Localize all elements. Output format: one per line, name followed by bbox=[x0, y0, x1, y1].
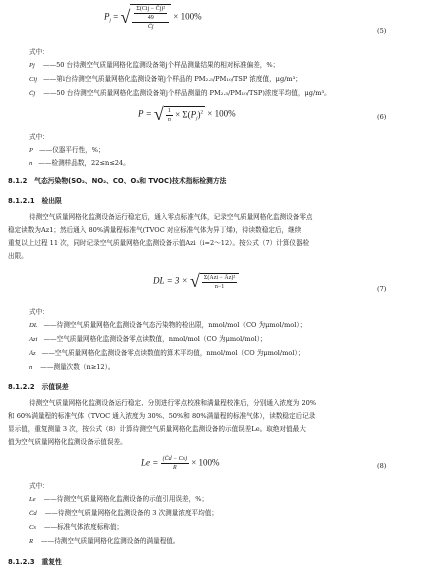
equation-6: P = √ $\frac{1}{n}$ × $\Sigma(P_j)^2 \times 100\%$ bbox=[138, 104, 236, 124]
equation-8-number: (8) bbox=[377, 462, 387, 470]
where-label-1: 式中： bbox=[29, 48, 49, 56]
definition-azi: Azi ——空气质量网格化监测设备零点读数值，nmol/mol（CO 为μmol/mol）； bbox=[29, 335, 267, 343]
section-8-1-2-2-heading: 8.1.2.2 示值误差 bbox=[8, 383, 69, 391]
definition-dl: DL ——待测空气质量网格化监测设备气态污染物的检出限，nmol/mol（CO 为μmol/mol）； bbox=[29, 321, 307, 329]
equation-7: DL = 3 × √ $\frac{\text{Σ(Azi − Āz)²}}{n-1}$ bbox=[153, 271, 239, 292]
section-8-1-2-3-heading: 8.1.2.3 重复性 bbox=[8, 558, 62, 566]
definition-cj-mean: C̄j ——50 台待测空气质量网格化监测设备第j个样品测量的 PM₂.₅/PM₁₀/TSP)浓度平均值，μg/m³。 bbox=[29, 89, 331, 97]
paragraph-2-line-3: 显示值，重复测量 3 次，按公式（8）计算待测空气质量网格化监测设备的示值误差Le。取绝对值最大 bbox=[8, 425, 306, 433]
paragraph-2-line-1: 待测空气质量网格化监测设备运行稳定、分别进行零点校准和满量程校准后，分别通入浓度为 20% bbox=[29, 399, 317, 407]
paragraph-2-line-2: 和 60%满量程的标准气体（TVOC 通入浓度为 30%、50%和 80%满量程的标准气体），读数稳定后记录 bbox=[8, 412, 316, 420]
where-label-2: 式中： bbox=[29, 133, 49, 141]
equation-5: $P_j$ = √ $\frac{\frac{\text{Σ(Cij − C̄j)²}}{49}}{C̄j}$ × 100% bbox=[104, 6, 202, 30]
definition-cs: Cs ——标准气体浓度标称值； bbox=[29, 523, 124, 531]
equation-7-number: (7) bbox=[377, 285, 387, 293]
paragraph-1-line-3: 重复以上过程 11 次，同时记录空气质量网格化监测设备示值Azi（i=2～12）。按公式（7）计算仪器检 bbox=[8, 239, 310, 247]
definition-az-mean: Āz ——空气质量网格化监测设备零点读数值的算术平均值，nmol/mol（CO 为μmol/mol）； bbox=[29, 349, 305, 357]
where-label-3: 式中： bbox=[29, 308, 49, 316]
equation-5-number: (5) bbox=[377, 27, 387, 35]
definition-pj: Pj ——50 台待测空气质量网格化监测设备第j个样品测量结果的相对标准偏差，%； bbox=[29, 61, 280, 69]
equation-6-number: (6) bbox=[377, 113, 387, 121]
paragraph-1-line-2: 稳定读数为Az1；然后通入 80%满量程标准气(TVOC 对应标准气体为异丁烯)，待读数稳定后，继续 bbox=[8, 226, 302, 234]
definition-cij: Cij ——第i台待测空气质量网格化监测设备第j个样品的 PM₂.₅/PM₁₀/TSP 浓度值，μg/m³； bbox=[29, 75, 302, 83]
where-label-4: 式中： bbox=[29, 482, 49, 490]
paragraph-2-line-4: 值为空气质量网格化监测设备示值误差。 bbox=[8, 438, 127, 446]
definition-n-count: n ——测量次数（n≥12）。 bbox=[29, 363, 115, 371]
section-8-1-2-heading: 8.1.2 气态污染物(SO₂、NO₂、CO、O₃和 TVOC)技术指标检测方法 bbox=[8, 177, 227, 185]
definition-p: P ——仪器平行性，%； bbox=[29, 146, 105, 154]
definition-cd-mean: C̄d ——待测空气质量网格化监测设备的 3 次测量浓度平均值； bbox=[29, 509, 218, 517]
definition-le: Le ——待测空气质量网格化监测设备的示值引用误差，%； bbox=[29, 495, 209, 503]
paragraph-1-line-4: 出限。 bbox=[8, 252, 28, 260]
equation-8: Le = $\frac{(C̄d - Cs)}{R}$ × 100% bbox=[141, 456, 220, 471]
definition-r: R ——待测空气质量网格化监测设备的满量程值。 bbox=[29, 537, 180, 545]
definition-n: n ——检测样品数，22≤n≤24。 bbox=[29, 159, 130, 167]
paragraph-1-line-1: 待测空气质量网格化监测设备运行稳定后，通入零点标准气体，记录空气质量网格化监测设备零点 bbox=[29, 213, 313, 221]
section-8-1-2-1-heading: 8.1.2.1 检出限 bbox=[8, 197, 62, 205]
